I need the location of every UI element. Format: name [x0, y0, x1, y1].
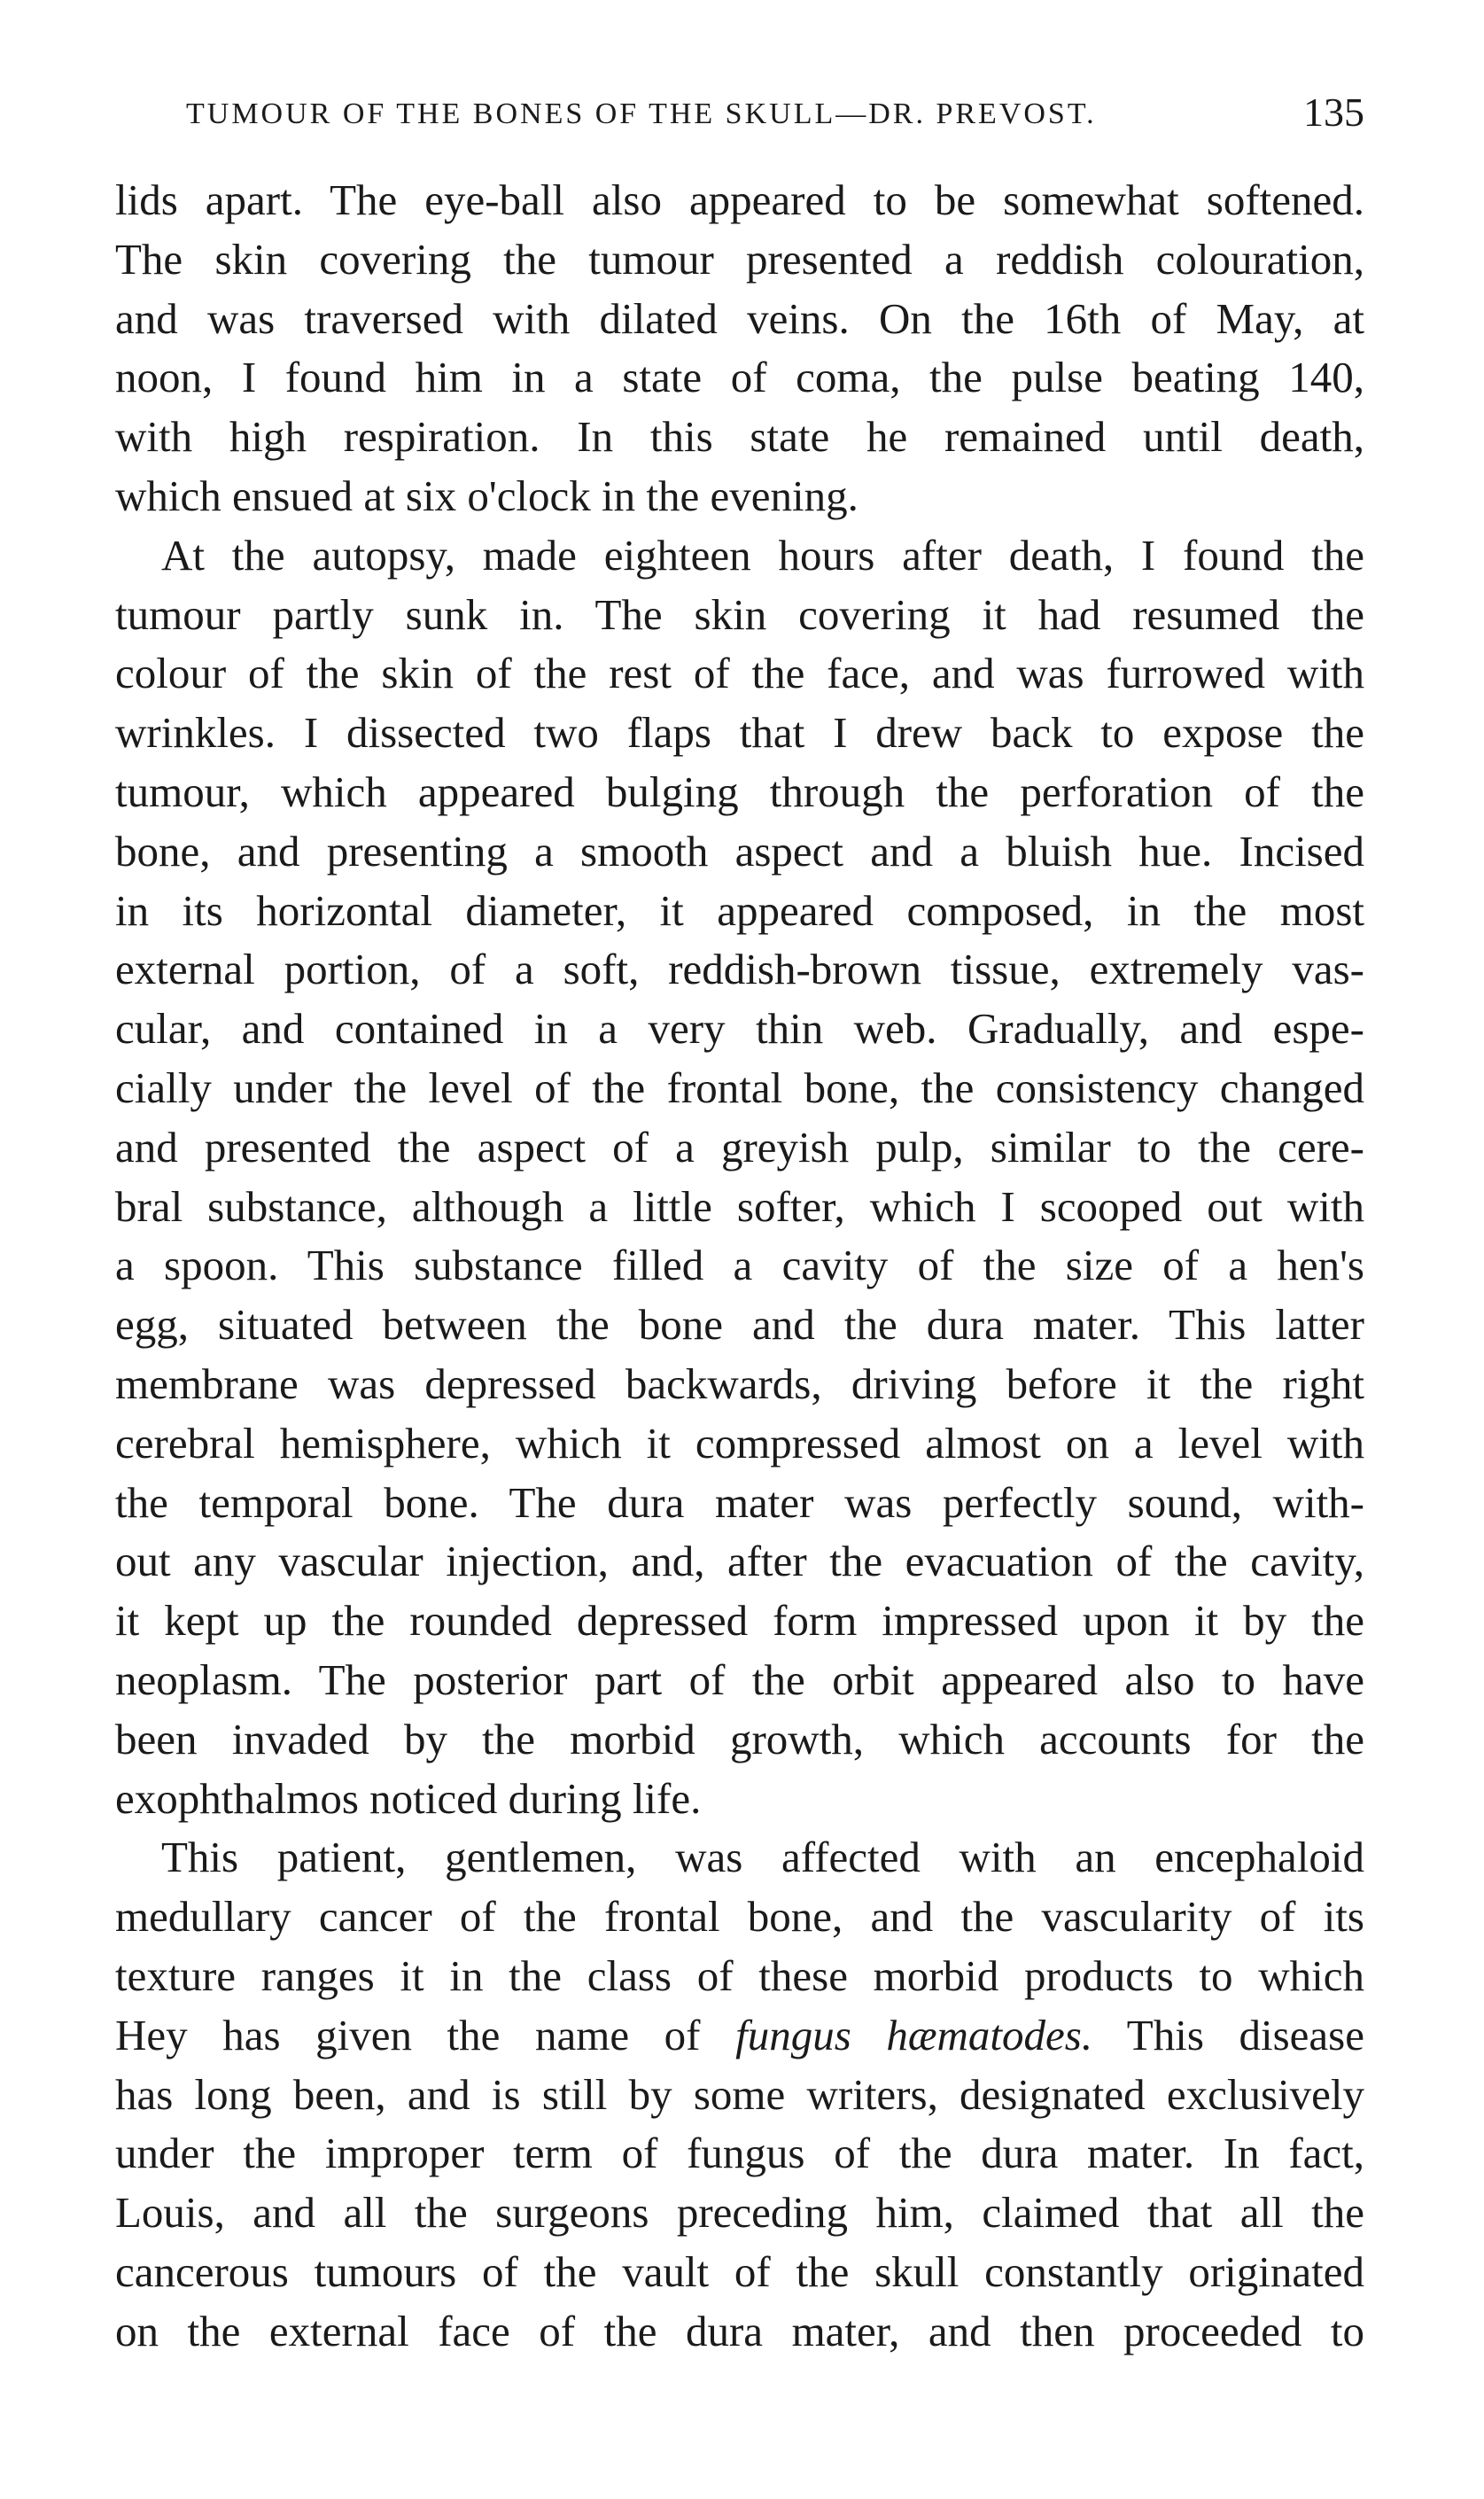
text-line: which ensued at six o'clock in the evening.	[115, 471, 859, 520]
running-head	[115, 89, 1364, 142]
text-line: Louis, and all the surgeons preceding him, claimed that all the	[115, 2188, 1364, 2238]
running-title: TUMOUR OF THE BONES OF THE SKULL—DR. PREVOST.	[186, 97, 1097, 130]
italic-term: fungus hæmatodes.	[735, 2010, 1093, 2059]
text-line: neoplasm. The posterior part of the orbit appeared also to have	[115, 1654, 1364, 1704]
text-line: membrane was depressed backwards, driving before it the right	[115, 1358, 1364, 1408]
text-line: The skin covering the tumour presented a reddish colouration,	[115, 234, 1364, 284]
text-line: noon, I found him in a state of coma, the pulse beating 140,	[115, 353, 1364, 402]
page-number: 135	[1303, 90, 1364, 135]
text-line: under the improper term of fungus of the dura mater. In fact,	[115, 2129, 1364, 2178]
text-line: and was traversed with dilated veins. On the 16th of May, at	[115, 293, 1364, 343]
text-line: tumour partly sunk in. The skin covering it had resumed the	[115, 589, 1364, 639]
text-line: bone, and presenting a smooth aspect and a bluish hue. Incised	[115, 826, 1364, 876]
text-line: At the autopsy, made eighteen hours after death, I found the	[161, 530, 1364, 580]
text-line: and presented the aspect of a greyish pulp, similar to the cere-	[115, 1122, 1364, 1172]
text-line: out any vascular injection, and, after the evacuation of the cavity,	[115, 1537, 1364, 1586]
text-line: on the external face of the dura mater, and then proceeded to	[115, 2306, 1364, 2355]
text-line: colour of the skin of the rest of the face, and was furrowed with	[115, 649, 1364, 698]
text-line: the temporal bone. The dura mater was perfectly sound, with-	[115, 1477, 1364, 1527]
text-line: tumour, which appeared bulging through the perforation of the	[115, 767, 1364, 816]
text-line: lids apart. The eye-ball also appeared to be somewhat softened.	[115, 175, 1364, 224]
text-line: medullary cancer of the frontal bone, and the vascularity of its	[115, 1892, 1364, 1942]
text-line: cular, and contained in a very thin web. Gradually, and espe-	[115, 1004, 1364, 1054]
paragraph-1	[115, 171, 1364, 526]
text-line: wrinkles. I dissected two flaps that I drew back to expose the	[115, 708, 1364, 758]
body-text	[115, 171, 1364, 2361]
text-run: This disease	[1092, 2010, 1364, 2059]
text-line-with-italic	[115, 2006, 1364, 2066]
text-run: Hey has given the name of	[115, 2010, 736, 2059]
text-line: with high respiration. In this state he remained until death,	[115, 412, 1364, 462]
text-line: a spoon. This substance filled a cavity of the size of a hen's	[115, 1241, 1364, 1290]
text-line: cerebral hemisphere, which it compressed almost on a level with	[115, 1418, 1364, 1467]
text-line: bral substance, although a little softer, which I scooped out with	[115, 1181, 1364, 1231]
paragraph-3	[115, 1828, 1364, 2361]
text-line: egg, situated between the bone and the dura mater. This latter	[115, 1300, 1364, 1350]
text-line: cially under the level of the frontal bone, the consistency changed	[115, 1063, 1364, 1112]
text-line: This patient, gentlemen, was affected with an encephaloid	[161, 1833, 1364, 1882]
text-line: been invaded by the morbid growth, which accounts for the	[115, 1714, 1364, 1763]
text-line: exophthalmos noticed during life.	[115, 1773, 702, 1823]
paragraph-2	[115, 526, 1364, 1829]
text-line: external portion, of a soft, reddish-brown tissue, extremely vas-	[115, 945, 1364, 994]
text-line: texture ranges it in the class of these morbid products to which	[115, 1950, 1364, 2000]
text-line: cancerous tumours of the vault of the skull constantly originated	[115, 2246, 1364, 2296]
text-line: has long been, and is still by some writers, designated exclusively	[115, 2069, 1364, 2119]
text-line: in its horizontal diameter, it appeared composed, in the most	[115, 885, 1364, 935]
text-line: it kept up the rounded depressed form impressed upon it by the	[115, 1596, 1364, 1646]
